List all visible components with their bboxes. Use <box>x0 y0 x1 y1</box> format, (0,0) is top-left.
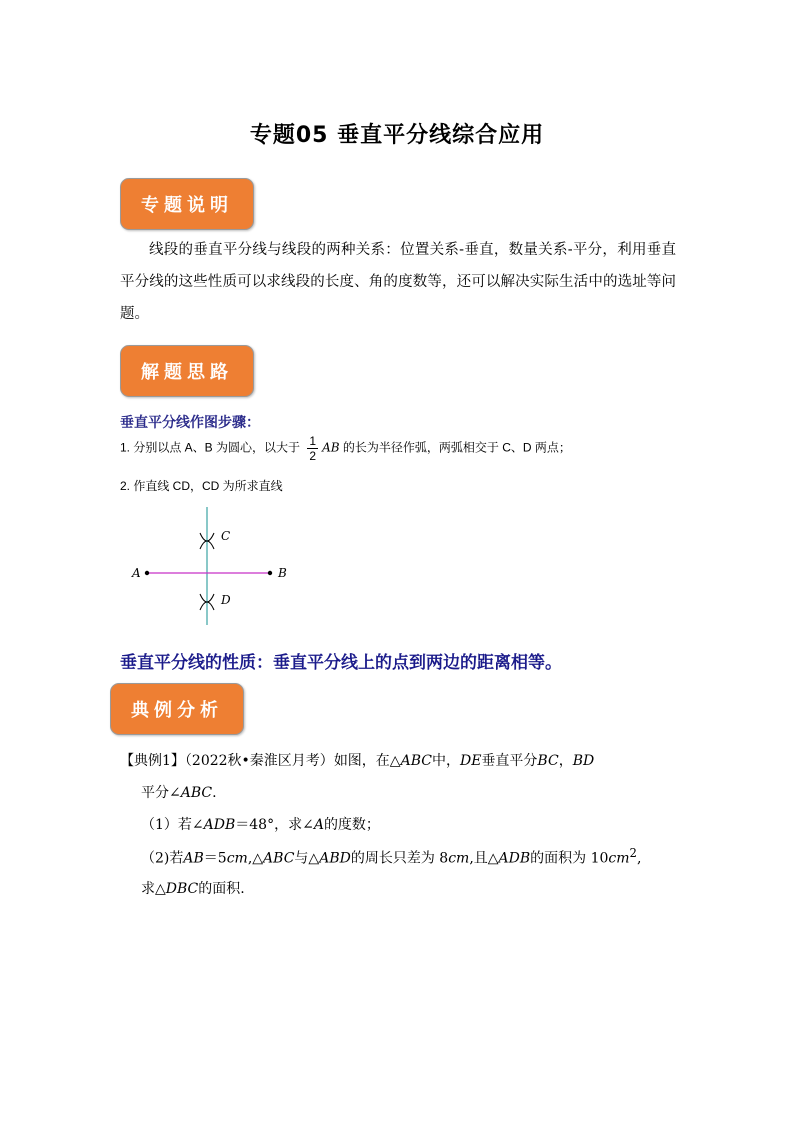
text: ， <box>558 753 573 769</box>
example1-source: （2022秋•秦淮区月考） <box>184 753 334 769</box>
var-ab: AB <box>183 850 204 867</box>
text: . <box>212 785 217 801</box>
construction-step-2: 2. 作直线 CD，CD 为所求直线 <box>120 479 283 493</box>
text: 中， <box>431 753 460 769</box>
example1-line1 <box>120 750 594 770</box>
example1-line2 <box>141 782 217 802</box>
var-dbc: DBC <box>165 881 199 897</box>
construction-heading: 垂直平分线作图步骤： <box>120 415 260 431</box>
point-a <box>145 571 149 575</box>
half-fraction <box>307 434 318 463</box>
property-statement: 垂直平分线的性质：垂直平分线上的点到两边的距离相等。 <box>120 653 562 673</box>
text: 求△ <box>141 881 166 897</box>
text: 平分∠ <box>141 785 181 801</box>
example1-question-1 <box>141 814 380 834</box>
label-d: D <box>221 593 231 607</box>
text: ＝5 <box>203 850 227 867</box>
examples-badge: 典例分析 <box>110 683 244 735</box>
var-bd: BD <box>572 753 595 769</box>
superscript-2: 2 <box>629 846 637 860</box>
point-b <box>268 571 272 575</box>
var-abc: ABC <box>180 785 213 801</box>
example1-label: 【典例1】 <box>120 753 185 769</box>
fraction-var: AB <box>322 440 340 455</box>
var-de: DE <box>459 753 482 769</box>
text: ＝48°，求∠ <box>235 817 314 833</box>
intro-badge: 专题说明 <box>120 178 254 230</box>
var-abd: ABD <box>319 850 351 867</box>
example1-question-2-cont <box>141 878 245 898</box>
text: 的周长只差为 8 <box>350 850 449 867</box>
text: 的面积为 10 <box>530 850 609 867</box>
var-abc: ABC <box>400 753 432 769</box>
var-adb: ADB <box>498 850 531 867</box>
text: 的面积. <box>198 881 245 897</box>
text: 与△ <box>294 850 320 867</box>
unit-cm: cm <box>448 850 470 867</box>
unit-cm: cm <box>608 850 630 867</box>
perpendicular-bisector-diagram <box>125 505 305 630</box>
text: 如图，在△ <box>333 753 401 769</box>
approach-badge: 解题思路 <box>120 345 254 397</box>
var-adb: ADB <box>203 817 236 833</box>
text: （1）若∠ <box>141 817 204 833</box>
fraction-numerator: 1 <box>309 434 317 448</box>
label-c: C <box>221 529 231 543</box>
step1-suffix: 的长为半径作弧，两弧相交于 C、D 两点； <box>342 440 571 455</box>
label-b: B <box>278 566 287 580</box>
text: 的度数； <box>323 817 380 833</box>
text: 垂直平分 <box>481 753 538 769</box>
text: ,且△ <box>469 850 499 867</box>
construction-step-1 <box>120 434 571 463</box>
label-a: A <box>132 566 141 580</box>
page-title: 专题05 垂直平分线综合应用 <box>249 123 545 148</box>
var-a: A <box>313 817 324 833</box>
fraction-denominator: 2 <box>309 449 317 463</box>
text: （2)若 <box>141 850 184 867</box>
intro-paragraph: 线段的垂直平分线与线段的两种关系：位置关系-垂直，数量关系-平分，利用垂直平分线的这些性质可以求线段的长度、角的度数等，还可以解决实际生活中的选址等问题。 <box>120 242 676 322</box>
var-bc: BC <box>537 753 559 769</box>
var-abc: ABC <box>263 850 295 867</box>
example1-question-2 <box>141 846 641 868</box>
text: , <box>636 850 642 867</box>
step1-prefix: 1. 分别以点 A、B 为圆心，以大于 <box>120 440 301 455</box>
text: ,△ <box>247 850 264 867</box>
unit-cm: cm <box>226 850 248 867</box>
